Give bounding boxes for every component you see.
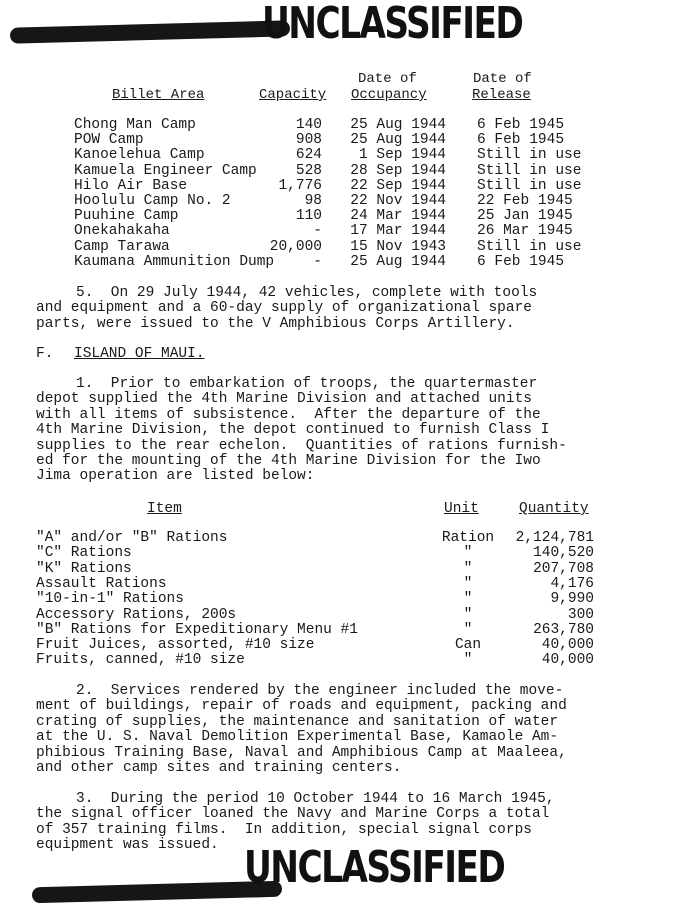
- ration-item-cell: Fruits, canned, #10 size: [36, 652, 245, 669]
- paragraph-2: [36, 684, 636, 776]
- billet-area-cell: Onekahakaha: [74, 223, 170, 240]
- classification-stamp-bottom: UNCLASSIFIED: [244, 842, 505, 893]
- paragraph-line: and other camp sites and training centers.: [36, 760, 402, 777]
- item-header: Item: [147, 501, 182, 517]
- classification-stamp-top: UNCLASSIFIED: [262, 0, 523, 49]
- release-date-cell: 25 Jan 1945: [477, 208, 573, 225]
- paragraph-line: 3. During the period 10 October 1944 to 16 March 1945,: [76, 791, 555, 807]
- ration-unit-cell: ": [463, 591, 473, 608]
- ration-item-cell: "B" Rations for Expeditionary Menu #1: [36, 621, 358, 638]
- capacity-cell: 110: [295, 208, 322, 225]
- paragraph-line: equipment was issued.: [36, 837, 219, 854]
- ration-unit-cell: ": [463, 545, 473, 562]
- ration-quantity-cell: 4,176: [550, 575, 594, 592]
- release-date-cell: Still in use: [477, 147, 582, 164]
- release-date-cell: Still in use: [477, 162, 582, 179]
- paragraph-line: at the U. S. Naval Demolition Experimental Base, Kamaole Am-: [36, 729, 559, 746]
- ration-item-cell: "A" and/or "B" Rations: [36, 530, 228, 546]
- occupancy-date-cell: 17 Mar 1944: [350, 223, 446, 240]
- ration-unit-cell: Can: [454, 637, 482, 654]
- ration-quantity-cell: 40,000: [541, 637, 594, 654]
- capacity-cell: 908: [295, 132, 322, 149]
- paragraph-line: and equipment and a 60-day supply of organizational spare: [36, 300, 532, 317]
- ration-item-cell: Accessory Rations, 200s: [36, 606, 237, 623]
- capacity-cell: 20,000: [269, 238, 322, 255]
- release-header-top: Date of: [473, 71, 532, 87]
- ration-quantity-cell: 300: [567, 606, 594, 623]
- ration-unit-cell: ": [463, 575, 473, 592]
- release-date-cell: Still in use: [477, 238, 582, 255]
- capacity-header: Capacity: [259, 87, 327, 103]
- ration-quantity-cell: 40,000: [541, 652, 594, 669]
- unit-header: Unit: [444, 501, 479, 517]
- ration-item-cell: Assault Rations: [36, 575, 167, 592]
- capacity-cell: -: [313, 253, 322, 270]
- paragraph-line: phibious Training Base, Naval and Amphibious Camp at Maaleea,: [36, 744, 567, 761]
- capacity-cell: -: [313, 223, 322, 240]
- ration-item-cell: "C" Rations: [36, 545, 132, 562]
- billet-area-cell: Kaumana Ammunition Dump: [74, 253, 275, 270]
- occupancy-date-cell: 28 Sep 1944: [350, 162, 446, 179]
- billet-area-cell: Kanoelehua Camp: [74, 147, 205, 164]
- ration-unit-cell: ": [463, 621, 473, 638]
- paragraph-line: of 357 training films. In addition, special signal corps: [36, 821, 532, 838]
- occupancy-date-cell: 22 Nov 1944: [350, 193, 446, 209]
- paragraph-line: with all items of subsistence. After the departure of the: [36, 406, 541, 423]
- billet-area-cell: POW Camp: [74, 132, 144, 149]
- billet-area-cell: Camp Tarawa: [74, 238, 170, 255]
- occupancy-date-cell: 15 Nov 1943: [350, 238, 446, 255]
- paragraph-line: crating of supplies, the maintenance and sanitation of water: [36, 713, 559, 730]
- paragraph-line: Jima operation are listed below:: [36, 468, 315, 485]
- release-date-cell: 6 Feb 1945: [477, 253, 565, 270]
- ration-quantity-cell: 9,990: [550, 591, 594, 608]
- paragraph-line: 4th Marine Division, the depot continued to furnish Class I: [36, 422, 550, 439]
- billet-area-cell: Puuhine Camp: [74, 208, 179, 225]
- ration-quantity-cell: 2,124,781: [515, 530, 594, 546]
- section-title: ISLAND OF MAUI.: [74, 346, 205, 362]
- capacity-cell: 528: [295, 162, 322, 179]
- paragraph-line: ment of buildings, repair of roads and equipment, packing and: [36, 698, 567, 715]
- billet-area-header: Billet Area: [112, 87, 205, 103]
- paragraph-1: [36, 377, 636, 485]
- release-date-cell: Still in use: [477, 177, 582, 194]
- paragraph-line: 2. Services rendered by the engineer included the move-: [76, 683, 564, 699]
- occupancy-date-cell: 25 Aug 1944: [350, 132, 446, 149]
- ration-item-cell: Fruit Juices, assorted, #10 size: [36, 637, 315, 654]
- billet-area-cell: Chong Man Camp: [74, 117, 196, 133]
- release-header-bottom: Release: [472, 87, 531, 103]
- capacity-cell: 624: [295, 147, 322, 164]
- paragraph-line: ed for the mounting of the 4th Marine Division for the Iwo: [36, 453, 541, 470]
- release-date-cell: 6 Feb 1945: [477, 132, 565, 149]
- billet-area-cell: Kamuela Engineer Camp: [74, 162, 257, 179]
- paragraph-line: 5. On 29 July 1944, 42 vehicles, complete with tools: [76, 285, 538, 301]
- release-date-cell: 22 Feb 1945: [477, 193, 573, 209]
- ration-quantity-cell: 263,780: [533, 621, 594, 638]
- paragraph-line: depot supplied the 4th Marine Division and attached units: [36, 391, 532, 408]
- ration-unit-cell: ": [463, 560, 473, 577]
- occupancy-date-cell: 25 Aug 1944: [350, 253, 446, 270]
- quantity-header: Quantity: [519, 501, 589, 517]
- occupancy-header-top: Date of: [358, 71, 417, 87]
- ration-item-cell: "10-in-1" Rations: [36, 591, 184, 608]
- occupancy-date-cell: 1 Sep 1944: [358, 147, 446, 164]
- paragraph-line: supplies to the rear echelon. Quantities of rations furnish-: [36, 437, 567, 454]
- billet-area-cell: Hilo Air Base: [74, 177, 188, 194]
- ration-unit-cell: Ration: [441, 530, 495, 546]
- paragraph-line: parts, were issued to the V Amphibious Corps Artillery.: [36, 315, 515, 332]
- paragraph-line: the signal officer loaned the Navy and Marine Corps a total: [36, 806, 550, 823]
- billet-area-cell: Hoolulu Camp No. 2: [74, 193, 231, 209]
- stamp-smear-top: [10, 20, 290, 43]
- release-date-cell: 6 Feb 1945: [477, 117, 565, 133]
- release-date-cell: 26 Mar 1945: [477, 223, 573, 240]
- ration-unit-cell: ": [463, 652, 473, 669]
- occupancy-header-bottom: Occupancy: [351, 87, 427, 103]
- occupancy-date-cell: 25 Aug 1944: [350, 117, 446, 133]
- capacity-cell: 98: [304, 193, 322, 209]
- occupancy-date-cell: 22 Sep 1944: [350, 177, 446, 194]
- ration-quantity-cell: 140,520: [533, 545, 594, 562]
- capacity-cell: 140: [295, 117, 322, 133]
- paragraph-5: [36, 286, 636, 332]
- paragraph-line: 1. Prior to embarkation of troops, the quartermaster: [76, 376, 538, 392]
- occupancy-date-cell: 24 Mar 1944: [350, 208, 446, 225]
- section-letter: F.: [36, 346, 54, 362]
- ration-item-cell: "K" Rations: [36, 560, 132, 577]
- capacity-cell: 1,776: [278, 177, 322, 194]
- ration-unit-cell: ": [463, 606, 473, 623]
- ration-quantity-cell: 207,708: [533, 560, 594, 577]
